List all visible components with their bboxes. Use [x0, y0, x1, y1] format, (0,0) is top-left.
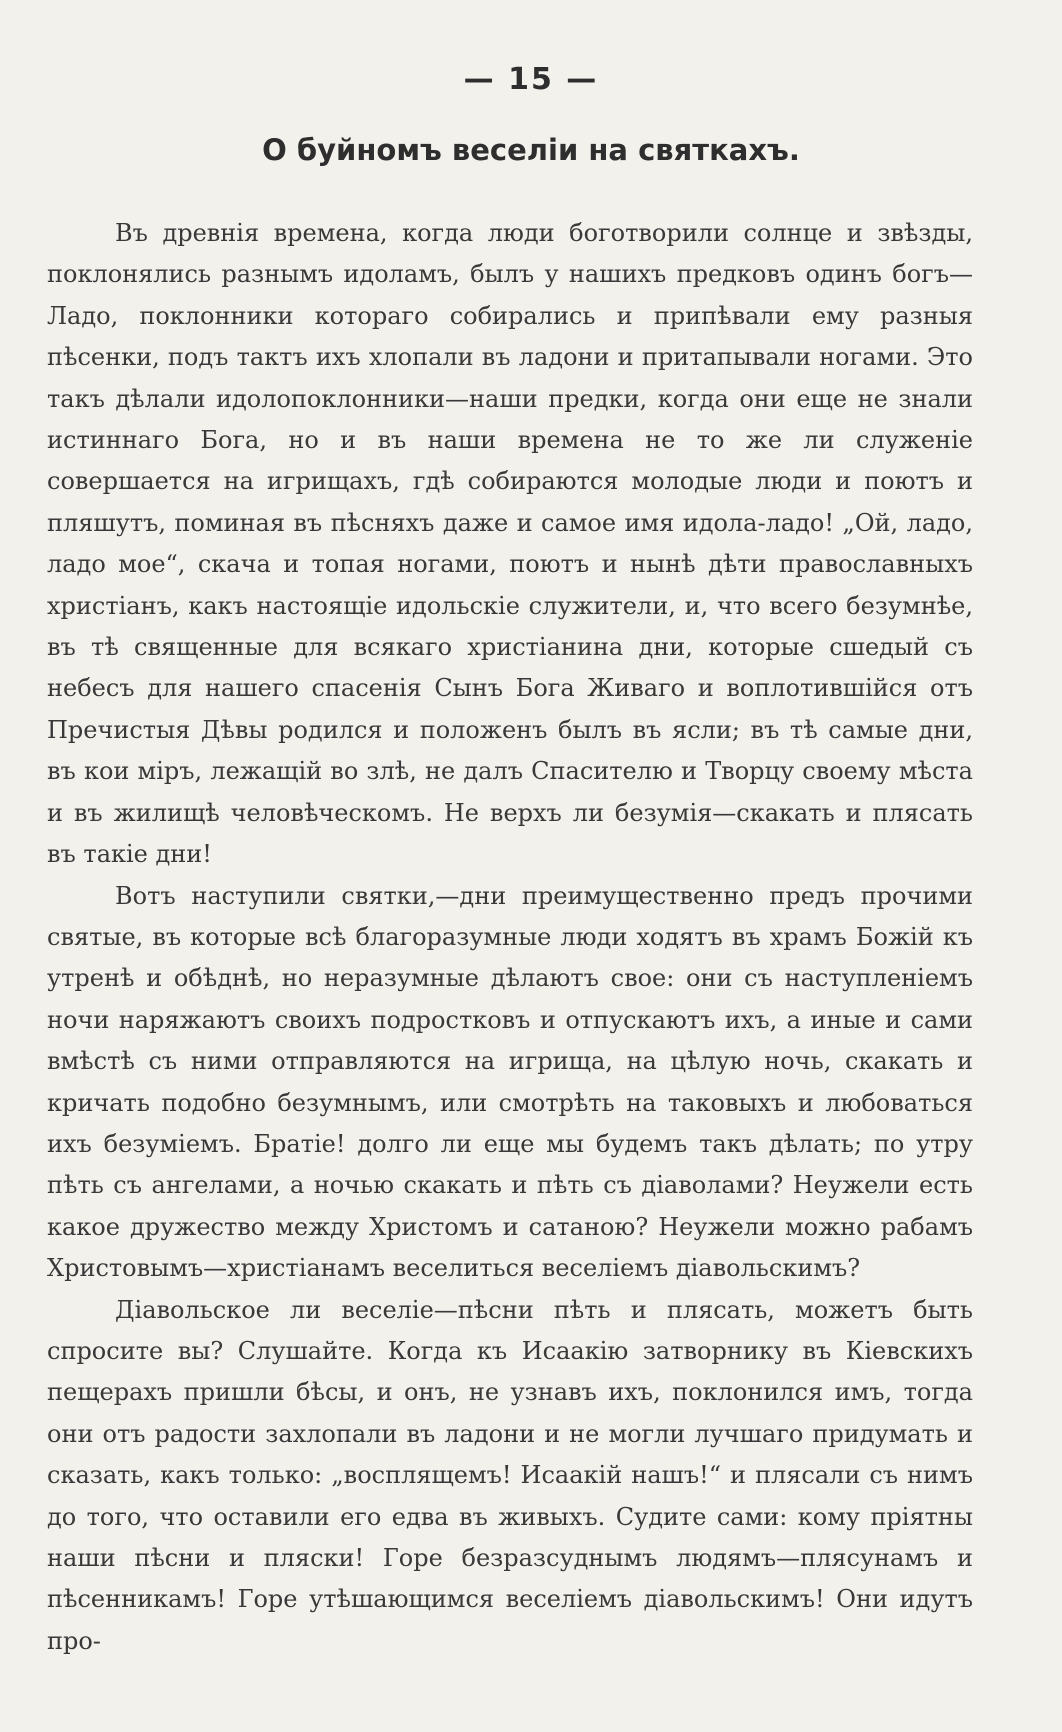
paragraph: Діавольское ли веселіе—пѣсни пѣть и плясать, можетъ быть спросите вы? Слушайте. Когда къ Исаакію затворнику въ Кіевскихъ пещерахъ пришли бѣсы, и онъ, не узнавъ ихъ, поклонился имъ, тогда они отъ радости захлопали въ ладони и не могли лучшаго придумать и сказать, какъ только: „восплящемъ! Исаакій нашъ!“ и плясали съ нимъ до того, что оставили его едва въ живыхъ. Судите сами: кому пріятны наши пѣсни и пляски! Горе безразсуднымъ людямъ—плясунамъ и пѣсенникамъ! Горе утѣшающимся веселіемъ діавольскимъ! Они идутъ про-	[47, 1295, 973, 1655]
body-text	[47, 213, 973, 1662]
page-number: — 15 —	[463, 62, 599, 97]
paragraph: Вотъ наступили святки,—дни преимущественно предъ прочими святые, въ которые всѣ благоразумные люди ходятъ въ храмъ Божій къ утренѣ и обѣднѣ, но неразумные дѣлаютъ свое: они съ наступленіемъ ночи наряжаютъ своихъ подростковъ и отпускаютъ ихъ, а иные и сами вмѣстѣ съ ними отправляются на игрища, на цѣлую ночь, скакать и кричать подобно безумнымъ, или смотрѣть на таковыхъ и любоваться ихъ безуміемъ. Братіе! долго ли еще мы будемъ такъ дѣлать; по утру пѣть съ ангелами, а ночью скакать и пѣть съ діаволами? Неужели есть какое дружество между Христомъ и сатаною? Неужели можно рабамъ Христовымъ—христіанамъ веселиться веселіемъ діавольскимъ?	[47, 881, 973, 1283]
section-title: О буйномъ веселіи на святкахъ.	[262, 133, 800, 167]
paragraph: Въ древнія времена, когда люди боготворили солнце и звѣзды, поклонялись разнымъ идоламъ, былъ у нашихъ предковъ одинъ богъ—Ладо, поклонники котораго собирались и припѣвали ему разныя пѣсенки, подъ тактъ ихъ хлопали въ ладони и притапывали ногами. Это такъ дѣлали идолопоклонники—наши предки, когда они еще не знали истиннаго Бога, но и въ наши времена не то же ли служеніе совершается на игрищахъ, гдѣ собираются молодые люди и поютъ и пляшутъ, поминая въ пѣсняхъ даже и самое имя идола-ладо! „Ой, ладо, ладо мое“, скача и топая ногами, поютъ и нынѣ дѣти православныхъ христіанъ, какъ настоящіе идольскіе служители, и, что всего безумнѣе, въ тѣ священные для всякаго христіанина дни, которые сшедый съ небесъ для нашего спасенія Сынъ Бога Живаго и воплотившійся отъ Пречистыя Дѣвы родился и положенъ былъ въ ясли; въ тѣ самые дни, въ кои міръ, лежащій во злѣ, не далъ Спасителю и Творцу своему мѣста и въ жилищѣ человѣческомъ. Не верхъ ли безумія—скакать и плясать въ такіе дни!	[47, 219, 973, 869]
